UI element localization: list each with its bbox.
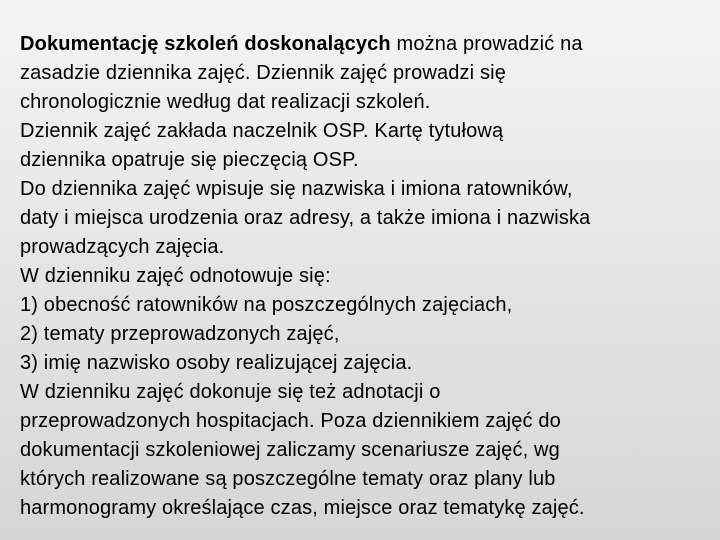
text-line-6: Do dziennika zajęć wpisuje się nazwiska i imiona ratowników, bbox=[20, 178, 573, 200]
text-line-15: dokumentacji szkoleniowej zaliczamy scenariusze zajęć, wg bbox=[20, 439, 560, 461]
text-line-16: których realizowane są poszczególne tematy oraz plany lub bbox=[20, 468, 556, 490]
bold-heading-phrase: Dokumentację szkoleń doskonalących bbox=[20, 33, 391, 55]
text-line-9: W dzienniku zajęć odnotowuje się: bbox=[20, 265, 331, 287]
text-line-5: dziennika opatruje się pieczęcią OSP. bbox=[20, 149, 359, 171]
text-line-2: zasadzie dziennika zajęć. Dziennik zajęć prowadzi się bbox=[20, 62, 506, 84]
slide-text bbox=[20, 30, 710, 523]
text-line-1-rest: można prowadzić na bbox=[390, 33, 583, 55]
text-line-13: W dzienniku zajęć dokonuje się też adnotacji o bbox=[20, 381, 441, 403]
text-line-8: prowadzących zajęcia. bbox=[20, 236, 225, 258]
list-item-3: 3) imię nazwisko osoby realizującej zajęcia. bbox=[20, 352, 413, 374]
text-line-4: Dziennik zajęć zakłada naczelnik OSP. Kartę tytułową bbox=[20, 120, 504, 142]
text-line-3: chronologicznie według dat realizacji szkoleń. bbox=[20, 91, 431, 113]
text-line-17: harmonogramy określające czas, miejsce oraz tematykę zajęć. bbox=[20, 497, 585, 519]
list-item-1: 1) obecność ratowników na poszczególnych zajęciach, bbox=[20, 294, 513, 316]
list-item-2: 2) tematy przeprowadzonych zajęć, bbox=[20, 323, 340, 345]
text-line-14: przeprowadzonych hospitacjach. Poza dziennikiem zajęć do bbox=[20, 410, 561, 432]
text-line-1 bbox=[20, 30, 710, 59]
text-line-7: daty i miejsca urodzenia oraz adresy, a także imiona i nazwiska bbox=[20, 207, 591, 229]
